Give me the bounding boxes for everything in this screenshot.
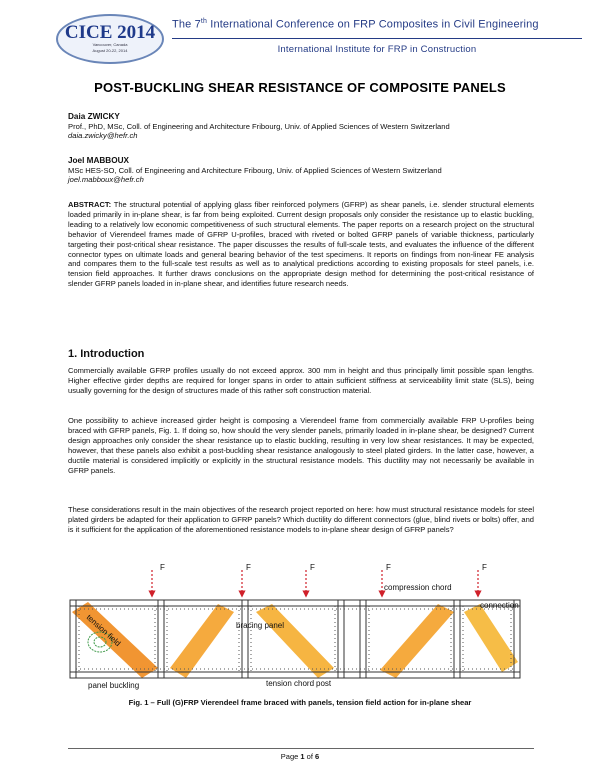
conference-name: International Conference on FRP Composites in Civil Engineering <box>207 18 539 31</box>
institute-name: International Institute for FRP in Construction <box>277 44 477 55</box>
intro-paragraph-2: One possibility to achieve increased girder height is composing a Vierendeel frame from commercially available FRP U-profiles being braced with GFRP panels, Fig. 1. If doing so, how should the very slender panels, primarily loaded in in-plane shear, be designed? Current design approaches only consider the shear resistance up to elastic buckling, resulting in very low shear resistances. It may be expected, however, that these panels also exhibit a post-buckling shear resistance analogously to steel plated girders. In the latter case, however, a ductile material is considered implicitly or explicitly in the structural resistance models. This ductility may not necessarily be available in GFRP panels. <box>68 416 534 475</box>
tension-band <box>256 604 334 678</box>
load-label: F <box>246 563 251 572</box>
panel-buckling-label: panel buckling <box>88 681 140 690</box>
post-label: post <box>316 679 332 688</box>
post <box>338 600 344 678</box>
page-prefix: Page <box>280 752 301 761</box>
author-name: Joel MABBOUX <box>68 156 129 165</box>
paper-title: POST-BUCKLING SHEAR RESISTANCE OF COMPOSITE PANELS <box>94 80 506 95</box>
author-name: Daia ZWICKY <box>68 112 120 121</box>
logo-dates: August 20-22, 2014 <box>92 48 128 53</box>
load-label: F <box>482 563 487 572</box>
logo-location: Vancouver, Canada <box>92 42 128 47</box>
connection-label: connection <box>480 601 519 610</box>
author-affiliation: MSc HES-SO, Coll. of Engineering and Architecture Fribourg, Univ. of Applied Sciences of Western Switzerland <box>68 165 442 175</box>
author-block-1 <box>68 112 538 141</box>
post <box>360 600 366 678</box>
intro-paragraph-3: These considerations result in the main objectives of the research project reported on here: how must structural resistance models for steel plated girders be adapted for their application to GFRP panels? Which ductility do different connectors (glue, blind rivets or bolts) offer, and is it sufficient for the application of the aforementioned resistance models to in-plane shear design of GFRP panels? <box>68 505 534 534</box>
figure-caption: Fig. 1 – Full (G)FRP Vierendeel frame braced with panels, tension field action for in-plane shear <box>128 698 472 707</box>
conference-ordinal: th <box>200 18 208 25</box>
footer-rule <box>68 748 534 749</box>
header-rule <box>172 38 582 39</box>
post <box>454 600 460 678</box>
author-email[interactable]: daia.zwicky@hefr.ch <box>68 131 138 140</box>
load-label: F <box>160 563 165 572</box>
compression-chord-label: compression chord <box>384 583 452 592</box>
abstract-text: The structural potential of applying glass fiber reinforced polymers (GFRP) as shear panels, i.e. slender structural elements loaded primarily in in-plane shear, is far from being exploited. Current design proposals only consider the resistance up to elastic buckling, leading to a relatively low economic competitiveness of such structural elements. The paper reports on a research project on the structural behavior of Vierendeel frames made of GFRP U-profiles, braced with riveted or bolted GFRP panels of variable thickness, particularly targeting their post-critical shear resistance. The paper discusses the results of full-scale tests, and evaluates the influence of the different connector types on ultimate loads and general bearing behavior of the test specimens. It reports on findings from non-linear FE analysis and compares them to the full-scale test results as well as to analytical predictions according to existing proposals for steel panels, i.e. tension field approaches. It further draws conclusions on the appropriate design method for determining the post-critical resistance of slender GFRP panels loaded in in-plane shear, and identifies future research needs. <box>68 200 534 289</box>
post <box>158 600 164 678</box>
conference-prefix: The 7 <box>172 18 201 31</box>
intro-paragraph-1: Commercially available GFRP profiles usually do not exceed approx. 300 mm in height and thus principally limit possible span lengths. Higher effective girder depths are required for longer spans in order to attain sufficient stiffness at serviceability limit state (SLS), being usually governing for the design of structures made of this rather soft construction material. <box>68 366 534 395</box>
page-header <box>0 0 600 70</box>
page-of: of <box>304 752 316 761</box>
load-label: F <box>310 563 315 572</box>
section-heading-introduction: 1. Introduction <box>68 348 145 360</box>
tension-chord-label: tension chord <box>266 679 315 688</box>
logo-main-text: CICE 2014 <box>64 22 156 43</box>
conference-title <box>172 18 582 31</box>
tension-band <box>380 604 454 678</box>
tension-band <box>464 604 518 672</box>
compression-chord <box>70 600 520 606</box>
load-label: F <box>386 563 391 572</box>
page-footer <box>0 752 600 761</box>
post <box>242 600 248 678</box>
author-email[interactable]: joel.mabboux@hefr.ch <box>68 175 144 184</box>
author-affiliation: Prof., PhD, MSc, Coll. of Engineering and Architecture Fribourg, Univ. of Applied Sciences of Western Switzerland <box>68 121 450 131</box>
author-block-2 <box>68 156 538 185</box>
conference-logo <box>56 14 164 64</box>
page-number: 1 <box>300 752 305 761</box>
abstract <box>68 200 534 289</box>
bracing-panel-label: bracing panel <box>236 621 285 630</box>
page-total: 6 <box>315 752 320 761</box>
frame-diagram <box>66 560 536 690</box>
figure-vierendeel-frame <box>66 560 536 690</box>
post <box>514 600 520 678</box>
tension-field-label: tension field <box>84 612 123 649</box>
abstract-label: ABSTRACT: <box>68 200 112 209</box>
tension-band <box>170 604 234 678</box>
